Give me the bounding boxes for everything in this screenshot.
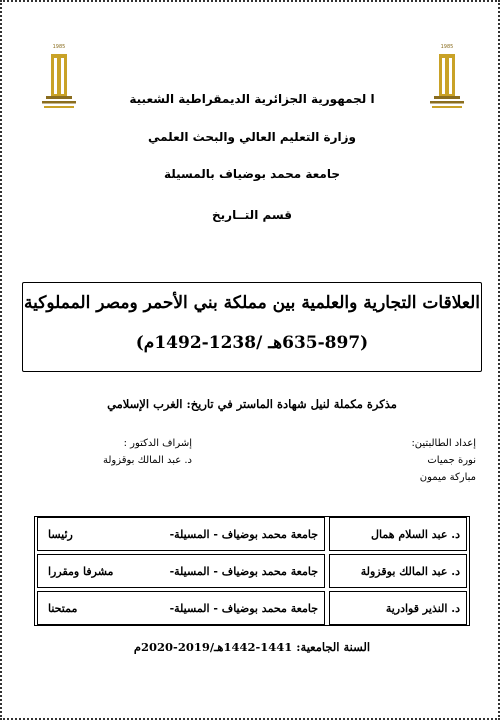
committee-row bbox=[35, 517, 469, 551]
committee-table bbox=[34, 516, 470, 626]
supervisor-block bbox=[42, 435, 192, 469]
students-block bbox=[296, 435, 476, 486]
republic-heading: ا لجمهورية الجزائرية الديمقراطية الشعبية bbox=[129, 92, 375, 106]
committee-member-affiliation bbox=[37, 591, 325, 625]
thesis-title: العلاقات التجارية والعلمية بين مملكة بني الأحمر ومصر المملوكية bbox=[24, 293, 480, 313]
logo-year-left: 1985 bbox=[52, 44, 66, 50]
academic-year: السنة الجامعية: 1441-1442هـ/2019-2020م bbox=[133, 640, 371, 654]
student-name: مباركة ميمون bbox=[419, 472, 476, 483]
logo-year-right: 1985 bbox=[440, 44, 454, 50]
memo-subtitle: مذكرة مكملة لنيل شهادة الماستر في تاريخ: الغرب الإسلامي bbox=[107, 397, 397, 411]
committee-role: ممتحنا bbox=[48, 602, 78, 615]
committee-university: جامعة محمد بوضياف - المسيلة- bbox=[169, 565, 318, 578]
committee-row bbox=[35, 591, 469, 625]
committee-university: جامعة محمد بوضياف - المسيلة- bbox=[169, 602, 318, 615]
department-heading: قسم التــاريخ bbox=[212, 208, 292, 222]
university-heading: جامعة محمد بوضياف بالمسيلة bbox=[163, 167, 341, 181]
committee-member-name: د. النذير قوادرية bbox=[329, 591, 467, 625]
committee-row bbox=[35, 554, 469, 588]
committee-member-name: د. عبد السلام همال bbox=[329, 517, 467, 551]
supervisor-name: د. عبد المالك بوقزولة bbox=[102, 455, 192, 466]
committee-university: جامعة محمد بوضياف - المسيلة- bbox=[169, 528, 318, 541]
committee-role: رئيسا bbox=[48, 528, 73, 541]
student-name: نورة جميات bbox=[427, 455, 476, 466]
committee-member-affiliation bbox=[37, 517, 325, 551]
committee-role: مشرفا ومقررا bbox=[48, 565, 114, 578]
thesis-title-box bbox=[22, 282, 482, 372]
committee-member-affiliation bbox=[37, 554, 325, 588]
ministry-heading: وزارة التعليم العالي والبحث العلمي bbox=[147, 130, 357, 144]
committee-member-name: د. عبد المالك بوقزولة bbox=[329, 554, 467, 588]
thesis-title-dates: (635-897هـ /1238-1492م) bbox=[135, 333, 369, 353]
students-label: إعداد الطالبتين: bbox=[411, 438, 476, 449]
supervisor-label: إشراف الدكتور : bbox=[123, 438, 192, 449]
